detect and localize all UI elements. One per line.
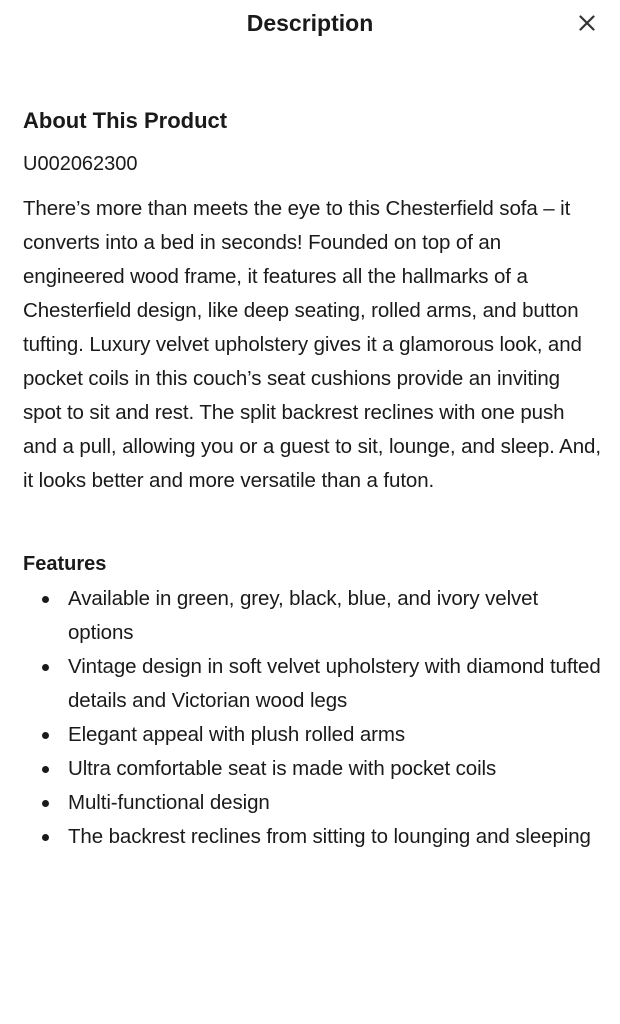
feature-text: Multi-functional design [68, 791, 270, 814]
modal-header [0, 0, 620, 46]
about-heading: About This Product [23, 108, 228, 133]
product-sku: U002062300 [23, 153, 138, 175]
bullet-icon [42, 766, 49, 773]
close-button[interactable] [572, 8, 602, 38]
close-icon [579, 15, 595, 31]
features-heading: Features [23, 553, 107, 575]
feature-item [23, 718, 601, 752]
bullet-icon [42, 834, 49, 841]
bullet-icon [42, 800, 49, 807]
feature-text: Ultra comfortable seat is made with pocket coils [68, 757, 497, 780]
bullet-icon [42, 732, 49, 739]
feature-text: Elegant appeal with plush rolled arms [68, 723, 406, 746]
feature-item [23, 820, 601, 854]
modal-title: Description [246, 10, 374, 36]
feature-text: The backrest reclines from sitting to lounging and sleeping [68, 825, 591, 848]
bullet-icon [42, 596, 49, 603]
feature-item [23, 752, 601, 786]
features-list [23, 582, 601, 854]
product-description: There’s more than meets the eye to this Chesterfield sofa – it converts into a bed in seconds! Founded on top of an engineered wood frame, it features all the hallmarks of a Chesterfield design, like deep seating, rolled arms, and button tufting. Luxury velvet upholstery gives it a glamorous look, and pocket coils in this couch’s seat cushions provide an inviting spot to sit and rest. The split backrest reclines with one push and a pull, allowing you or a guest to sit, lounge, and sleep. And, it looks better and more versatile than a futon. [23, 197, 601, 492]
feature-text: Vintage design in soft velvet upholstery with diamond tufted details and Victorian wood legs [68, 655, 601, 712]
feature-item [23, 582, 601, 650]
feature-item [23, 650, 601, 718]
bullet-icon [42, 664, 49, 671]
description-content [23, 106, 601, 854]
feature-item [23, 786, 601, 820]
feature-text: Available in green, grey, black, blue, and ivory velvet options [68, 587, 539, 644]
